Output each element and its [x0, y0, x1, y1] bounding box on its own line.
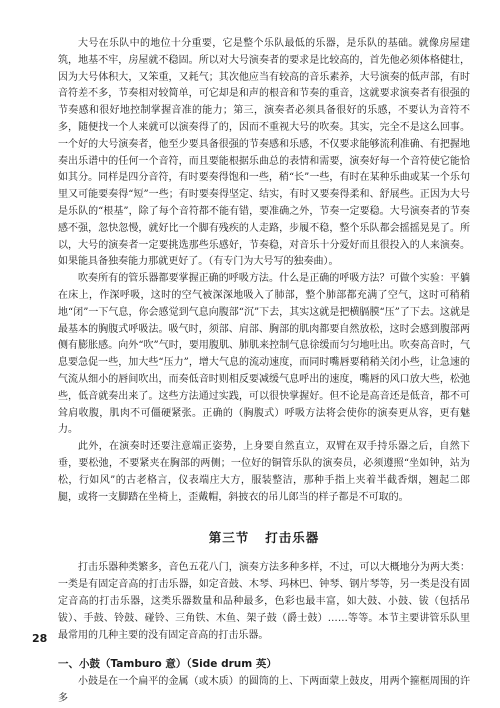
page-number: 28	[32, 632, 48, 645]
paragraph-tuba-role: 大号在乐队中的地位十分重要，它是整个乐队最低的乐器，是乐队的基础。就像房屋建筑，地基不牢，房屋就不稳固。所以对大号演奏者的要求是比较高的，首先他必须体格健壮，因为大号体积大，又笨重，又耗气；其次他应当有较高的音乐素养，大号演奏的低声部，有时音符差不多，节奏相对较简单，可它却是和声的根音和节奏的重音，这就要求演奏者有很强的节奏感和很好地控制掌握音准的能力；第三，演奏者必须具备很好的乐感，不要认为音符不多，随便找一个人来就可以演奏得了的，因而不重视大号的吹奏。其实，完全不是这么回事。一个好的大号演奏者，他至少要具备很强的节奏感和乐感，不仅要求能够流利准确、有把握地奏出乐谱中的任何一个音符，而且要能根据乐曲总的表情和需要，演奏好每一个音符使它能恰如其分。同样是四分音符，有时要奏得饱和一些，稍“长”一些，有时在某种乐曲或某一个乐句里又可能要奏得“短”一些；有时要奏得坚定、结实，有时又要奏得柔和、舒展些。正因为大号是乐队的“根基”，除了每个音符都不能有错，要准确之外，节奏一定要稳。大号演奏者的节奏感不强，忽快忽慢，就好比一个脚有残疾的人走路，步履不稳，整个乐队都会摇摇晃晃了。所以，大号的演奏者一定要挑选那些乐感好，节奏稳，对音乐十分爱好而且很投入的人来演奏。如果能具备独奏能力那就更好了。（有专门为大号写的独奏曲）。	[58, 38, 470, 268]
paragraph-breathing: 吹奏所有的管乐器都要掌握正确的呼吸方法。什么是正确的呼吸方法？可做个实验：平躺在床上，作深呼吸，这时的空气被深深地吸入了肺部，整个肺部都充满了空气，这时可稍稍地“闭”一下气息，你会感觉到气息向腹部“沉”下去，其实这就是把横膈膜“压”了下去。这就是最基本的胸腹式呼吸法。吸气时，须部、肩部、胸部的肌肉都要自然放松，这时会感到腹部两侧有膨胀感。向外“吹”气时，要用腹肌、肺肌来控制气息徐缓而匀匀地吐出。吹奏高音时，气息要急促一些，加大些“压力”，增大气息的流动速度，而同时嘴唇要稍稍关闭小些，让急速的气流从细小的唇间吹出，而奏低音时则相反要减缓气息呼出的速度，嘴唇的风口放大些，松弛些，低音就奏出来了。这些方法通过实践，可以很快掌握好。但不论是高音还是低音，都不可耸肩收腹，肌肉不可僵硬紧张。正确的（胸腹式）呼吸方法将会使你的演奏更从容，更有魅力。	[58, 273, 470, 436]
paragraph-posture: 此外，在演奏时还要注意端正姿势，上身要自然直立，双臂在双手持乐器之后，自然下垂，要松弛，不要紧夹在胸部的两侧；一位好的铜管乐队的演奏员，必须遵照“坐如钟，站为松，行如风”的古老格言，仪表端庄大方，服装整洁，那种手指上夹着半截香烟，翘起二郎腿，或将一支脚踏在坐椅上，歪戴帽，斜披衣的吊儿郎当的样子都是不可取的。	[58, 441, 470, 503]
paragraph-snare-drum: 小鼓是在一个扁平的金属（或木质）的圆筒的上、下两面蒙上鼓皮，用两个箍框周围的许多	[58, 676, 470, 705]
subsection-heading-snare-drum: 一、小鼓（Tamburo 意）（Side drum 英）	[58, 658, 277, 671]
section-title: 打击乐器	[265, 530, 320, 546]
section-number: 第三节	[208, 530, 250, 546]
section-heading	[58, 528, 470, 546]
paragraph-percussion-intro: 打击乐器种类繁多，音色五花八门，演奏方法多种多样，不过，可以大概地分为两大类：一类是有固定音高的打击乐器，如定音鼓、木琴、玛林巴、钟琴、钢片琴等，另一类是没有固定音高的打击乐器，这类乐器数量和品种最多，色彩也最丰富，如大鼓、小鼓、钹（包括吊钹）、手鼓、铃鼓、碰铃、三角铁、木鱼、架子鼓（爵士鼓）……等等。本节主要讲管乐队里最常用的几种主要的没有固定音高的打击乐器。	[58, 562, 470, 641]
